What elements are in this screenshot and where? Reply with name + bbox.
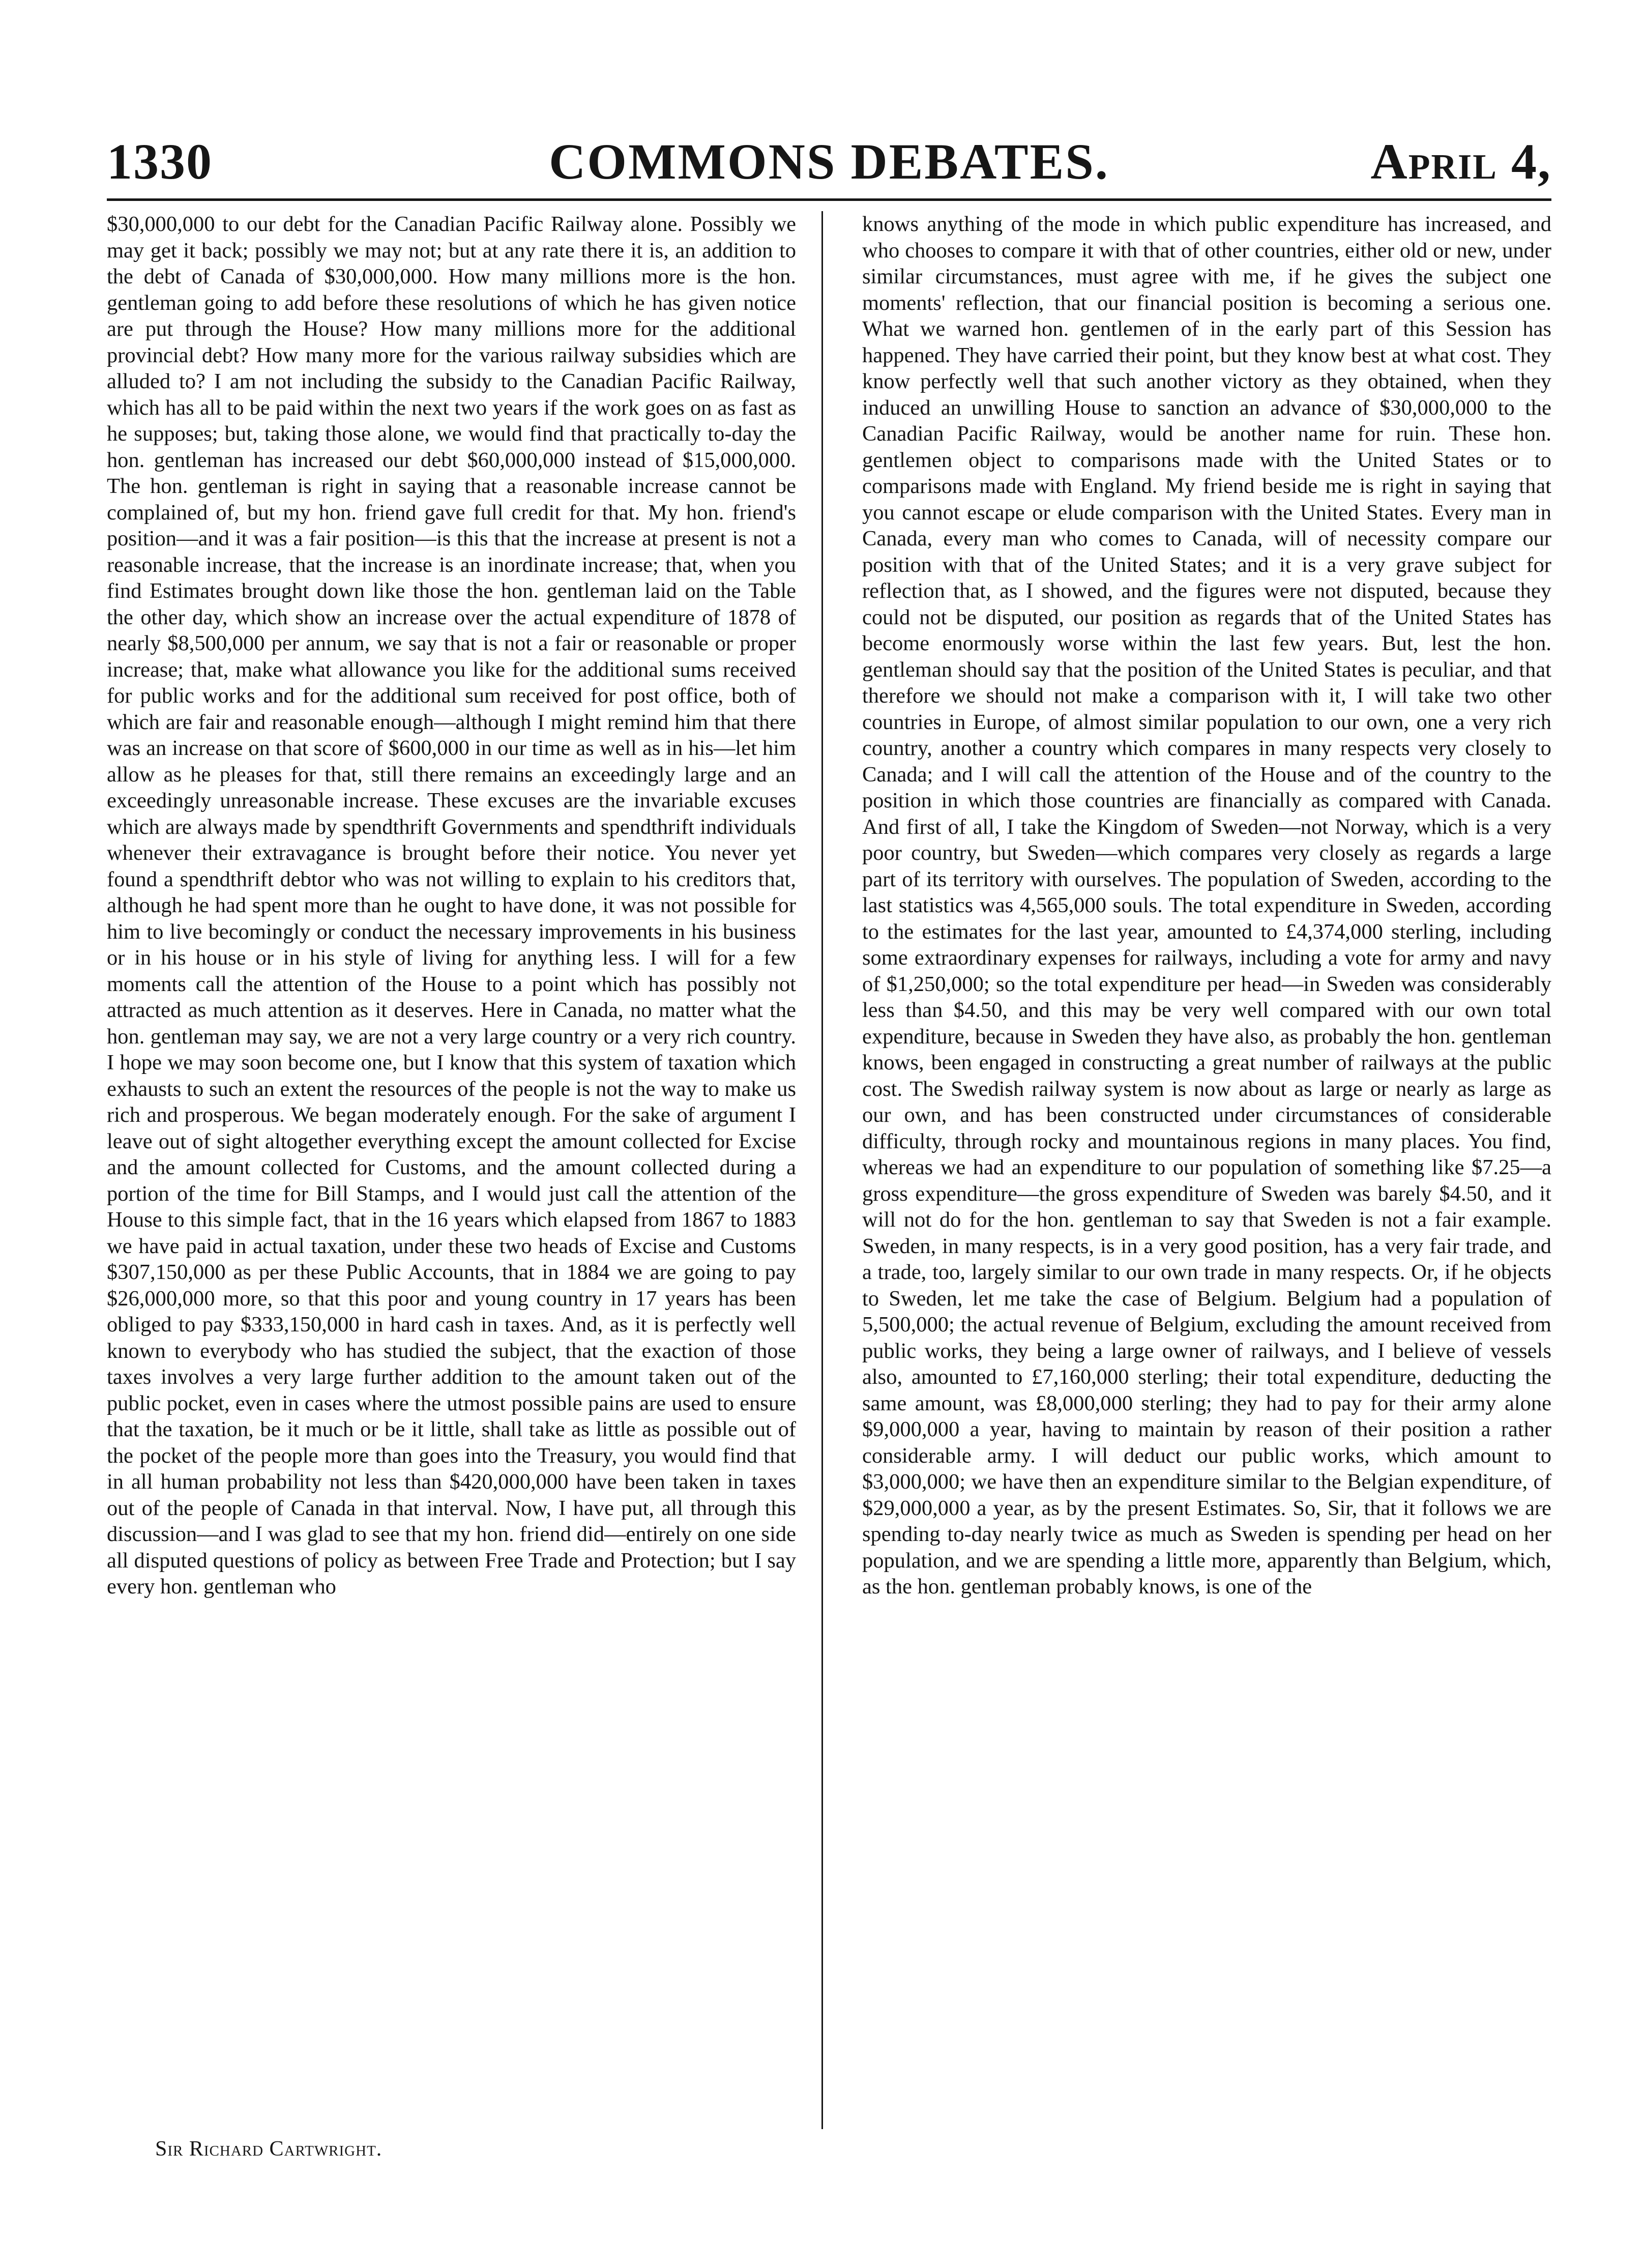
- speaker-footer: Sir Richard Cartwright.: [155, 2137, 383, 2161]
- column-divider: [821, 211, 823, 2129]
- header-rule: [107, 198, 1551, 201]
- right-column-text: knows anything of the mode in which public expenditure has increased, and who chooses to compare it with that of other countries, either old or new, under similar circumstances, must agree with me, if he gives the subject one moments' reflection, that our financial position is becoming a serious one. What we warned hon. gentlemen of in the early part of this Session has happened. They have carried their point, but they know best at what cost. They know perfectly well that such another victory as they obtained, when they induced an unwilling House to sanction an advance of $30,000,000 to the Canadian Pacific Railway, would be another name for ruin. These hon. gentlemen object to comparisons made with the United States or to comparisons made with England. My friend beside me is right in saying that you cannot escape or elude comparison with the United States. Every man in Canada, every man who comes to Canada, will of necessity compare our position with that of the United States; and it is a very grave subject for reflection that, as I showed, and the figures were not disputed, because they could not be disputed, our position as regards that of the United States has become enormously worse within the last few years. But, lest the hon. gentleman should say that the position of the United States is peculiar, and that therefore we should not make a comparison with it, I will take two other countries in Europe, of almost similar population to our own, one a very rich country, another a country which compares in many respects very closely to Canada; and I will call the attention of the House and of the country to the position in which those countries are financially as compared with Canada. And first of all, I take the Kingdom of Sweden—not Norway, which is a very poor country, but Sweden—which compares very closely as regards a large part of its territory with ourselves. The population of Sweden, according to the last statistics was 4,565,000 souls. The total expenditure in Sweden, according to the estimates for the last year, amounted to £4,374,000 sterling, including some extraordinary expenses for railways, including a vote for army and navy of $1,250,000; so the total expenditure per head—in Sweden was considerably less than $4.50, and this may be very well compared with our own total expenditure, because in Sweden they have also, as probably the hon. gentleman knows, been engaged in constructing a great number of railways at the public cost. The Swedish railway system is now about as large or nearly as large as our own, and has been constructed under circumstances of considerable difficulty, through rocky and mountainous regions in many places. You find, whereas we had an expenditure to our population of something like $7.25—a gross expenditure—the gross expenditure of Sweden was barely $4.50, and it will not do for the hon. gentleman to say that Sweden is not a fair example. Sweden, in many respects, is in a very good position, has a very fair trade, and a trade, too, largely similar to our own trade in many respects. Or, if he objects to Sweden, let me take the case of Belgium. Belgium had a population of 5,500,000; the actual revenue of Belgium, excluding the amount received from public works, they being a large owner of railways, and I believe of vessels also, amounted to £7,160,000 sterling; their total expenditure, deducting the same amount, was £8,000,000 sterling; they had to pay for their army alone $9,000,000 a year, having to maintain by reason of their position a rather considerable army. I will deduct our public works, which amount to $3,000,000; we have then an expenditure similar to the Belgian expenditure, of $29,000,000 a year, as by the present Estimates. So, Sir, that it follows we are spending to-day nearly twice as much as Sweden is spending per head on her population, and we are spending a little more, apparently than Belgium, which, as the hon. gentleman probably knows, is one of the: [862, 212, 1551, 1598]
- text-columns: [107, 211, 1551, 2175]
- page-date: April 4,: [1370, 133, 1551, 190]
- right-column: [862, 211, 1551, 1600]
- left-column: [107, 211, 796, 1600]
- debate-page: [107, 127, 1551, 2213]
- left-column-text: $30,000,000 to our debt for the Canadian Pacific Railway alone. Possibly we may get it back; possibly we may not; but at any rate there it is, an addition to the debt of Canada of $30,000,000. How many millions more is the hon. gentleman going to add before these resolutions of which he has given notice are put through the House? How many millions more for the additional provincial debt? How many more for the various railway subsidies which are alluded to? I am not including the subsidy to the Canadian Pacific Railway, which has all to be paid within the next two years if the work goes on as fast as he supposes; but, taking those alone, we would find that practically to-day the hon. gentleman has increased our debt $60,000,000 instead of $15,000,000. The hon. gentleman is right in saying that a reasonable increase cannot be complained of, but my hon. friend gave full credit for that. My hon. friend's position—and it was a fair position—is this that the increase at present is not a reasonable increase, that the increase is an inordinate increase; that, when you find Estimates brought down like those the hon. gentleman laid on the Table the other day, which show an increase over the actual expenditure of 1878 of nearly $8,500,000 per annum, we say that is not a fair or reasonable or proper increase; that, make what allowance you like for the additional sums received for public works and for the additional sum received for post office, both of which are fair and reasonable enough—although I might remind him that there was an increase on that score of $600,000 in our time as well as in his—let him allow as he pleases for that, still there remains an exceedingly large and an exceedingly unreasonable increase. These excuses are the invariable excuses which are always made by spendthrift Governments and spendthrift individuals whenever their extravagance is brought before their notice. You never yet found a spendthrift debtor who was not willing to explain to his creditors that, although he had spent more than he ought to have done, it was not possible for him to live becomingly or conduct the necessary improvements in his business or in his house or in his style of living for anything less. I will for a few moments call the attention of the House to a point which has possibly not attracted as much attention as it deserves. Here in Canada, no matter what the hon. gentleman may say, we are not a very large country or a very rich country. I hope we may soon become one, but I know that this system of taxation which exhausts to such an extent the resources of the people is not the way to make us rich and prosperous. We began moderately enough. For the sake of argument I leave out of sight altogether everything except the amount collected for Excise and the amount collected for Customs, and the amount collected during a portion of the time for Bill Stamps, and I would just call the attention of the House to this simple fact, that in the 16 years which elapsed from 1867 to 1883 we have paid in actual taxation, under these two heads of Excise and Customs $307,150,000 as per these Public Accounts, that in 1884 we are going to pay $26,000,000 more, so that this poor and young country in 17 years has been obliged to pay $333,150,000 in hard cash in taxes. And, as it is perfectly well known to everybody who has studied the subject, that the exaction of those taxes involves a very large further addition to the amount taken out of the public pocket, even in cases where the utmost possible pains are used to ensure that the taxation, be it much or be it little, shall take as little as possible out of the pocket of the people more than goes into the Treasury, you would find that in all human probability not less than $420,000,000 have been taken in taxes out of the people of Canada in that interval. Now, I have put, all through this discussion—and I was glad to see that my hon. friend did—entirely on one side all disputed questions of policy as between Free Trade and Protection; but I say every hon. gentleman who: [107, 212, 796, 1598]
- page-header: [107, 127, 1551, 198]
- running-title: COMMONS DEBATES.: [549, 133, 1109, 190]
- page-number: 1330: [107, 133, 213, 190]
